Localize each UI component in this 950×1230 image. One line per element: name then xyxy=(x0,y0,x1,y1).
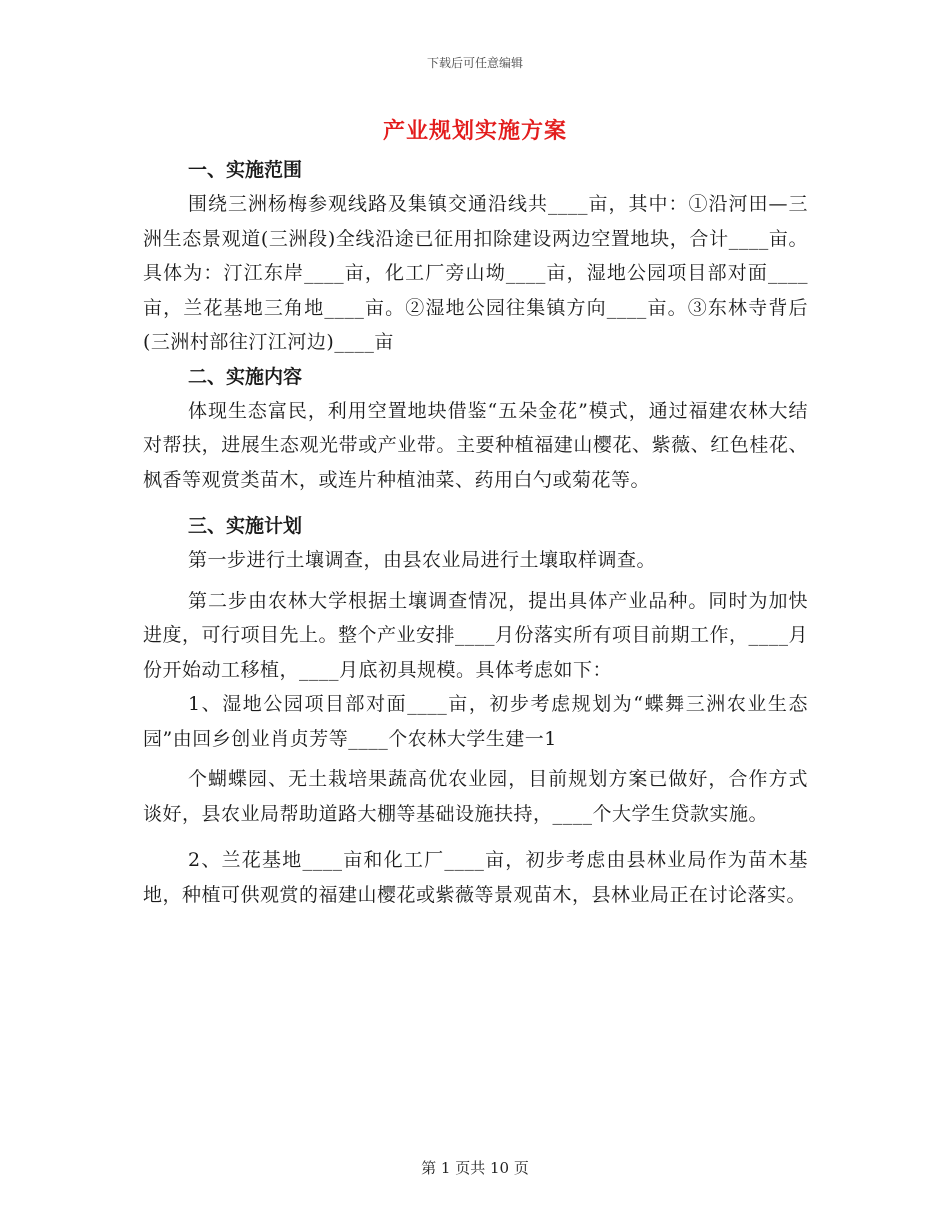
paragraph-plan-item2: 2、兰花基地____亩和化工厂____亩，初步考虑由县林业局作为苗木基地，种植可供观赏的福建山樱花或紫薇等景观苗木，县林业局正在讨论落实。 xyxy=(143,849,808,906)
section-heading-plan: 三、实施计划 xyxy=(188,515,303,537)
header-note: 下载后可任意编辑 xyxy=(426,56,523,70)
document-body xyxy=(143,153,808,912)
paragraph-scope: 围绕三洲杨梅参观线路及集镇交通沿线共____亩，其中：①沿河田—三洲生态景观道(三洲段)全线沿途已征用扣除建设两边空置地块，合计____亩。具体为：汀江东岸____亩，化工厂旁山坳____亩，湿地公园项目部对面____亩，兰花基地三角地____亩。②湿地公园往集镇方向____亩。③东林寺背后(三洲村部往汀江河边)____亩 xyxy=(143,193,808,353)
paragraph-content: 体现生态富民，利用空置地块借鉴“五朵金花”模式，通过福建农林大结对帮扶，进展生态观光带或产业带。主要种植福建山樱花、紫薇、红色桂花、枫香等观赏类苗木，或连片种植油菜、药用白勺或菊花等。 xyxy=(143,399,808,491)
document-title: 产业规划实施方案 xyxy=(382,118,567,144)
page-footer: 第 1 页共 10 页 xyxy=(421,1159,529,1177)
paragraph-plan-item1-cont: 个蝴蝶园、无土栽培果蔬高优农业园，目前规划方案已做好，合作方式谈好，县农业局帮助道路大棚等基础设施扶持，____个大学生贷款实施。 xyxy=(143,768,808,825)
paragraph-plan-step2: 第二步由农林大学根据土壤调查情况，提出具体产业品种。同时为加快进度，可行项目先上。整个产业安排____月份落实所有项目前期工作，____月份开始动工移植，____月底初具规模。具体考虑如下： xyxy=(143,589,809,681)
section-heading-content: 二、实施内容 xyxy=(188,365,303,388)
paragraph-plan-item1: 1、湿地公园项目部对面____亩，初步考虑规划为“蝶舞三洲农业生态园”由回乡创业肖贞芳等____个农林大学生建一1 xyxy=(143,693,808,750)
paragraph-plan-step1: 第一步进行土壤调查，由县农业局进行土壤取样调查。 xyxy=(188,549,657,571)
section-heading-scope: 一、实施范围 xyxy=(188,159,303,181)
